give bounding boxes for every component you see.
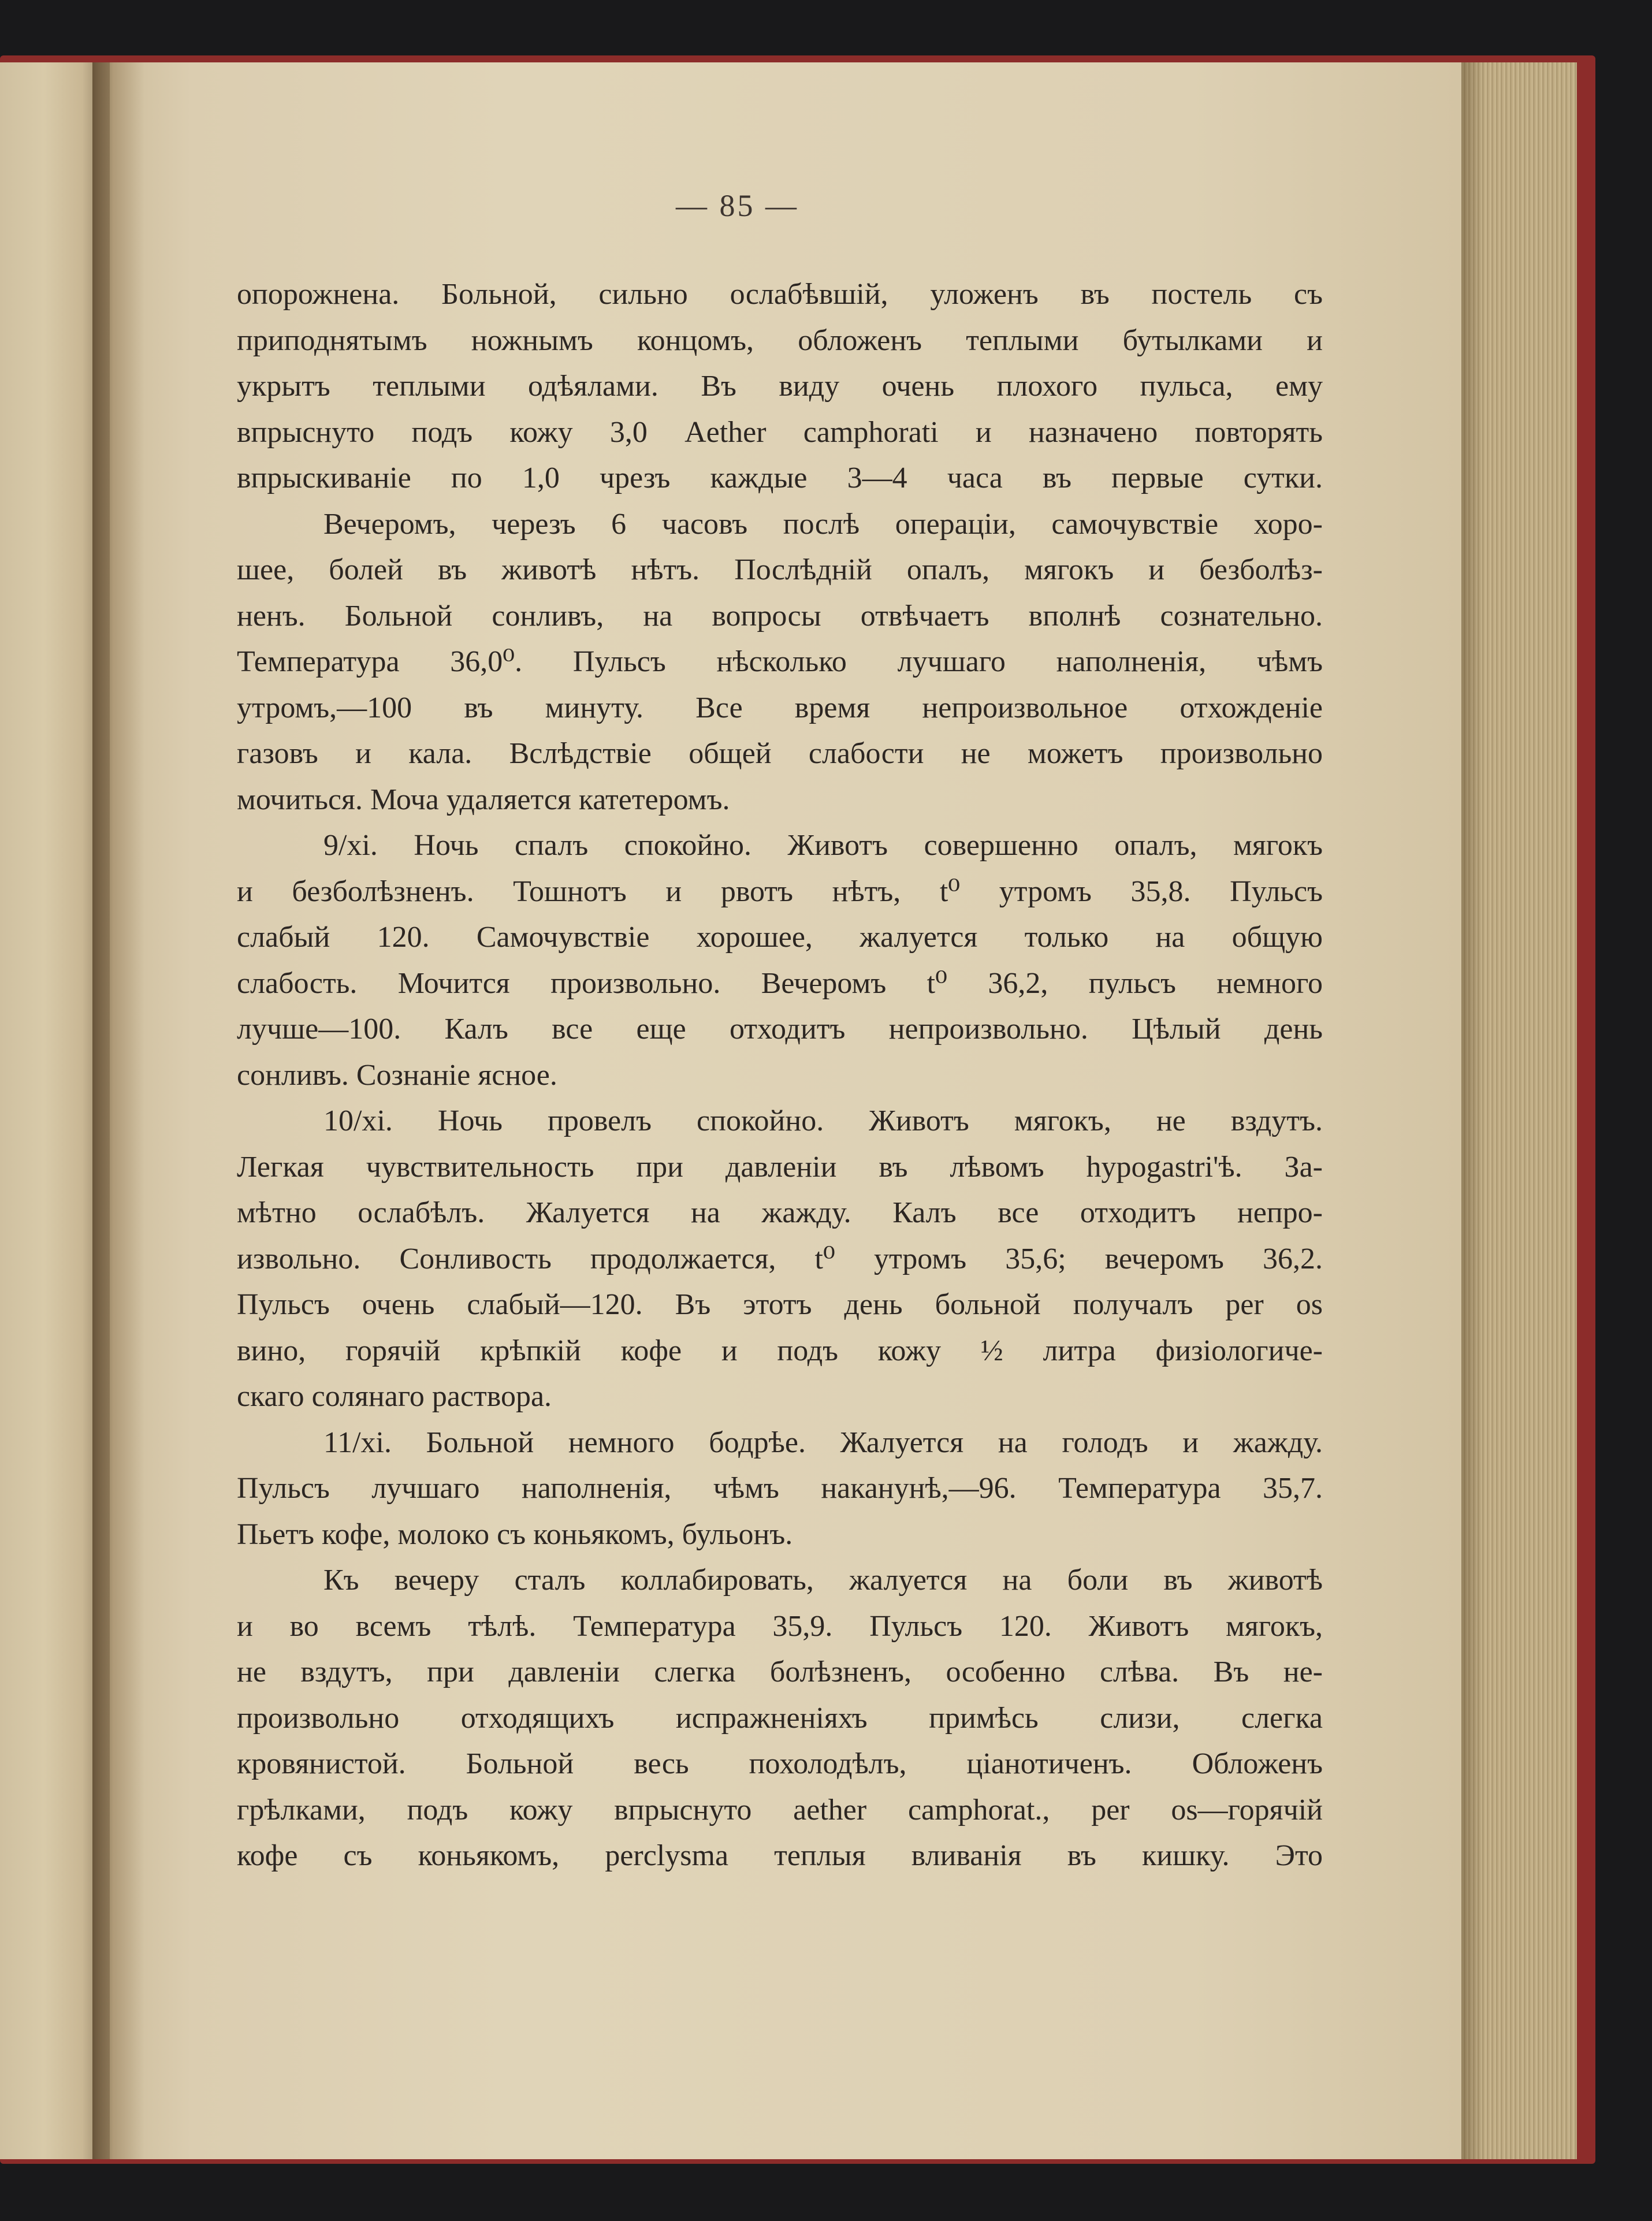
page-edges-shadow: [1461, 62, 1484, 2159]
text-line: газовъ и кала. Вслѣдствіе общей слабости не можетъ произвольно: [237, 737, 1323, 770]
paragraph: [237, 501, 1323, 823]
text-line: слабый 120. Самочувствіе хорошее, жалуется только на общую: [237, 921, 1323, 954]
text-line: укрытъ теплыми одѣялами. Въ виду очень плохого пульса, ему: [237, 370, 1323, 403]
text-line: 9/xi. Ночь спалъ спокойно. Животъ совершенно опалъ, мягокъ: [323, 829, 1323, 862]
text-line: не вздутъ, при давленіи слегка болѣзненъ, особенно слѣва. Въ не-: [237, 1655, 1323, 1688]
paragraph: [237, 1098, 1323, 1420]
text-line: 10/xi. Ночь провелъ спокойно. Животъ мягокъ, не вздутъ.: [323, 1104, 1323, 1137]
page-number: — 85 —: [676, 188, 799, 223]
text-line: опорожнена. Больной, сильно ослабѣвшій, уложенъ въ постель съ: [237, 278, 1323, 311]
page-gutter-shadow: [92, 62, 144, 2159]
paragraph: [237, 1420, 1323, 1558]
text-line: кровянистой. Больной весь похолодѣлъ, ціанотиченъ. Обложенъ: [237, 1747, 1323, 1780]
text-line: и во всемъ тѣлѣ. Температура 35,9. Пульсъ 120. Животъ мягокъ,: [237, 1609, 1323, 1643]
text-line: 11/xi. Больной немного бодрѣе. Жалуется на голодъ и жажду.: [323, 1426, 1323, 1459]
text-line: скаго солянаго раствора.: [237, 1380, 552, 1413]
text-line: впрыскиваніе по 1,0 чрезъ каждые 3—4 часа въ первые сутки.: [237, 462, 1323, 494]
text-line: лучше—100. Калъ все еще отходитъ непроизвольно. Цѣлый день: [237, 1013, 1323, 1046]
text-line: Пульсъ лучшаго наполненія, чѣмъ наканунѣ,—96. Температура 35,7.: [237, 1472, 1323, 1505]
text-line: кофе съ коньякомъ, perclysma теплыя вливанія въ кишку. Это: [237, 1839, 1323, 1872]
text-line: и безболѣзненъ. Тошнотъ и рвотъ нѣтъ, t⁰ утромъ 35,8. Пульсъ: [237, 875, 1323, 908]
text-line: Пульсъ очень слабый—120. Въ этотъ день больной получалъ per os: [237, 1288, 1323, 1321]
text-line: произвольно отходящихъ испражненіяхъ примѣсь слизи, слегка: [237, 1701, 1323, 1735]
text-line: Легкая чувствительность при давленіи въ лѣвомъ hypogastri'ѣ. За-: [237, 1150, 1323, 1184]
paragraph: [237, 1557, 1323, 1879]
text-line: мѣтно ослабѣлъ. Жалуется на жажду. Калъ все отходитъ непро-: [237, 1196, 1323, 1229]
text-line: ненъ. Больной сонливъ, на вопросы отвѣчаетъ вполнѣ сознательно.: [237, 599, 1323, 633]
text-line: слабость. Мочится произвольно. Вечеромъ t⁰ 36,2, пульсъ немного: [237, 966, 1323, 1000]
text-line: вино, горячій крѣпкій кофе и подъ кожу ½ литра физіологиче-: [237, 1334, 1323, 1367]
text-line: Къ вечеру сталъ коллабировать, жалуется на боли въ животѣ: [323, 1564, 1323, 1597]
text-line: сонливъ. Сознаніе ясное.: [237, 1058, 557, 1092]
text-line: шее, болей въ животѣ нѣтъ. Послѣдній опалъ, мягокъ и безболѣз-: [237, 553, 1323, 586]
paragraph: [237, 271, 1323, 501]
text-line: впрыснуто подъ кожу 3,0 Aether camphorati и назначено повторять: [237, 415, 1323, 449]
page-body-text: [237, 271, 1323, 1879]
text-line: Пьетъ кофе, молоко съ коньякомъ, бульонъ.: [237, 1517, 793, 1551]
text-line: мочиться. Моча удаляется катетеромъ.: [237, 783, 730, 816]
text-line: извольно. Сонливость продолжается, t⁰ утромъ 35,6; вечеромъ 36,2.: [237, 1242, 1323, 1275]
text-line: утромъ,—100 въ минуту. Все время непроизвольное отхожденіе: [237, 691, 1323, 724]
text-line: приподнятымъ ножнымъ концомъ, обложенъ теплыми бутылками и: [237, 323, 1323, 357]
text-line: грѣлками, подъ кожу впрыснуто aether camphorat., per os—горячій: [237, 1793, 1323, 1826]
paragraph: [237, 823, 1323, 1098]
text-line: Вечеромъ, черезъ 6 часовъ послѣ операціи, самочувствіе хоро-: [323, 507, 1323, 541]
text-line: Температура 36,0⁰. Пульсъ нѣсколько лучшаго наполненія, чѣмъ: [237, 645, 1323, 678]
